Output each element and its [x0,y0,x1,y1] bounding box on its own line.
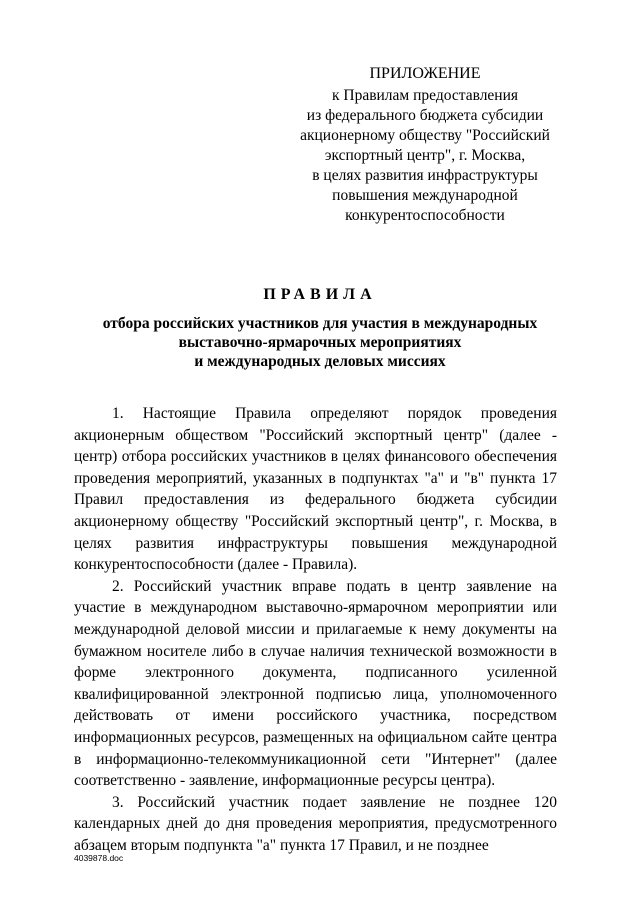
footer-doc-id: 4039878.doc [74,853,124,863]
appendix-line: конкурентоспособности [345,207,505,224]
document-title: ПРАВИЛА [263,286,377,303]
subtitle-line: и международных деловых миссиях [194,353,446,370]
subtitle-line: выставочно-ярмарочных мероприятиях [178,334,462,351]
appendix-line: к Правилам предоставления [331,87,519,104]
appendix-line: в целях развития инфраструктуры [312,167,538,184]
appendix-heading: ПРИЛОЖЕНИЕ [369,65,481,82]
subtitle-line: отбора российских участников для участия в международных [102,315,538,332]
appendix-line: из федерального бюджета субсидии [306,107,544,124]
document-title-block [60,286,580,371]
appendix-line: акционерному обществу "Российский [300,127,550,144]
paragraph-2: 2. Российский участник вправе подать в центр заявление на участие в международном выставочно-ярмарочном мероприятии или международной деловой миссии и прилагаемые к нему документы на бумажном носителе либо в случае наличия технической возможности в форме электронного документа, подписанного усиленной квалифицированной электронной подписью лица, уполномоченного действовать от имени российского участника, посредством информационных ресурсов, размещенных на официальном сайте центра в информационно-телекоммуникационной сети "Интернет" (далее соответственно - заявление, информационные ресурсы центра). [74,577,557,790]
document-subtitle [60,314,580,371]
appendix-line: экспортный центр", г. Москва, [324,147,526,164]
appendix-line: повышения международной [332,187,518,204]
appendix-block [290,64,560,226]
paragraph-3: 3. Российский участник подает заявление не позднее 120 календарных дней до дня проведения мероприятия, предусмотренного абзацем вторым подпункта "а" пункта 17 Правил, и не позднее [74,793,557,854]
document-body [74,403,557,856]
paragraph-1: 1. Настоящие Правила определяют порядок проведения акционерным обществом "Российский экспортный центр" (далее - центр) отбора российских участников в целях финансового обеспечения проведения мероприятий, указанных в подпунктах "а" и "в" пункта 17 Правил предоставления из федерального бюджета субсидии акционерному обществу "Российский экспортный центр", г. Москва, в целях развития инфраструктуры повышения международной конкурентоспособности (далее - Правила). [74,405,557,574]
